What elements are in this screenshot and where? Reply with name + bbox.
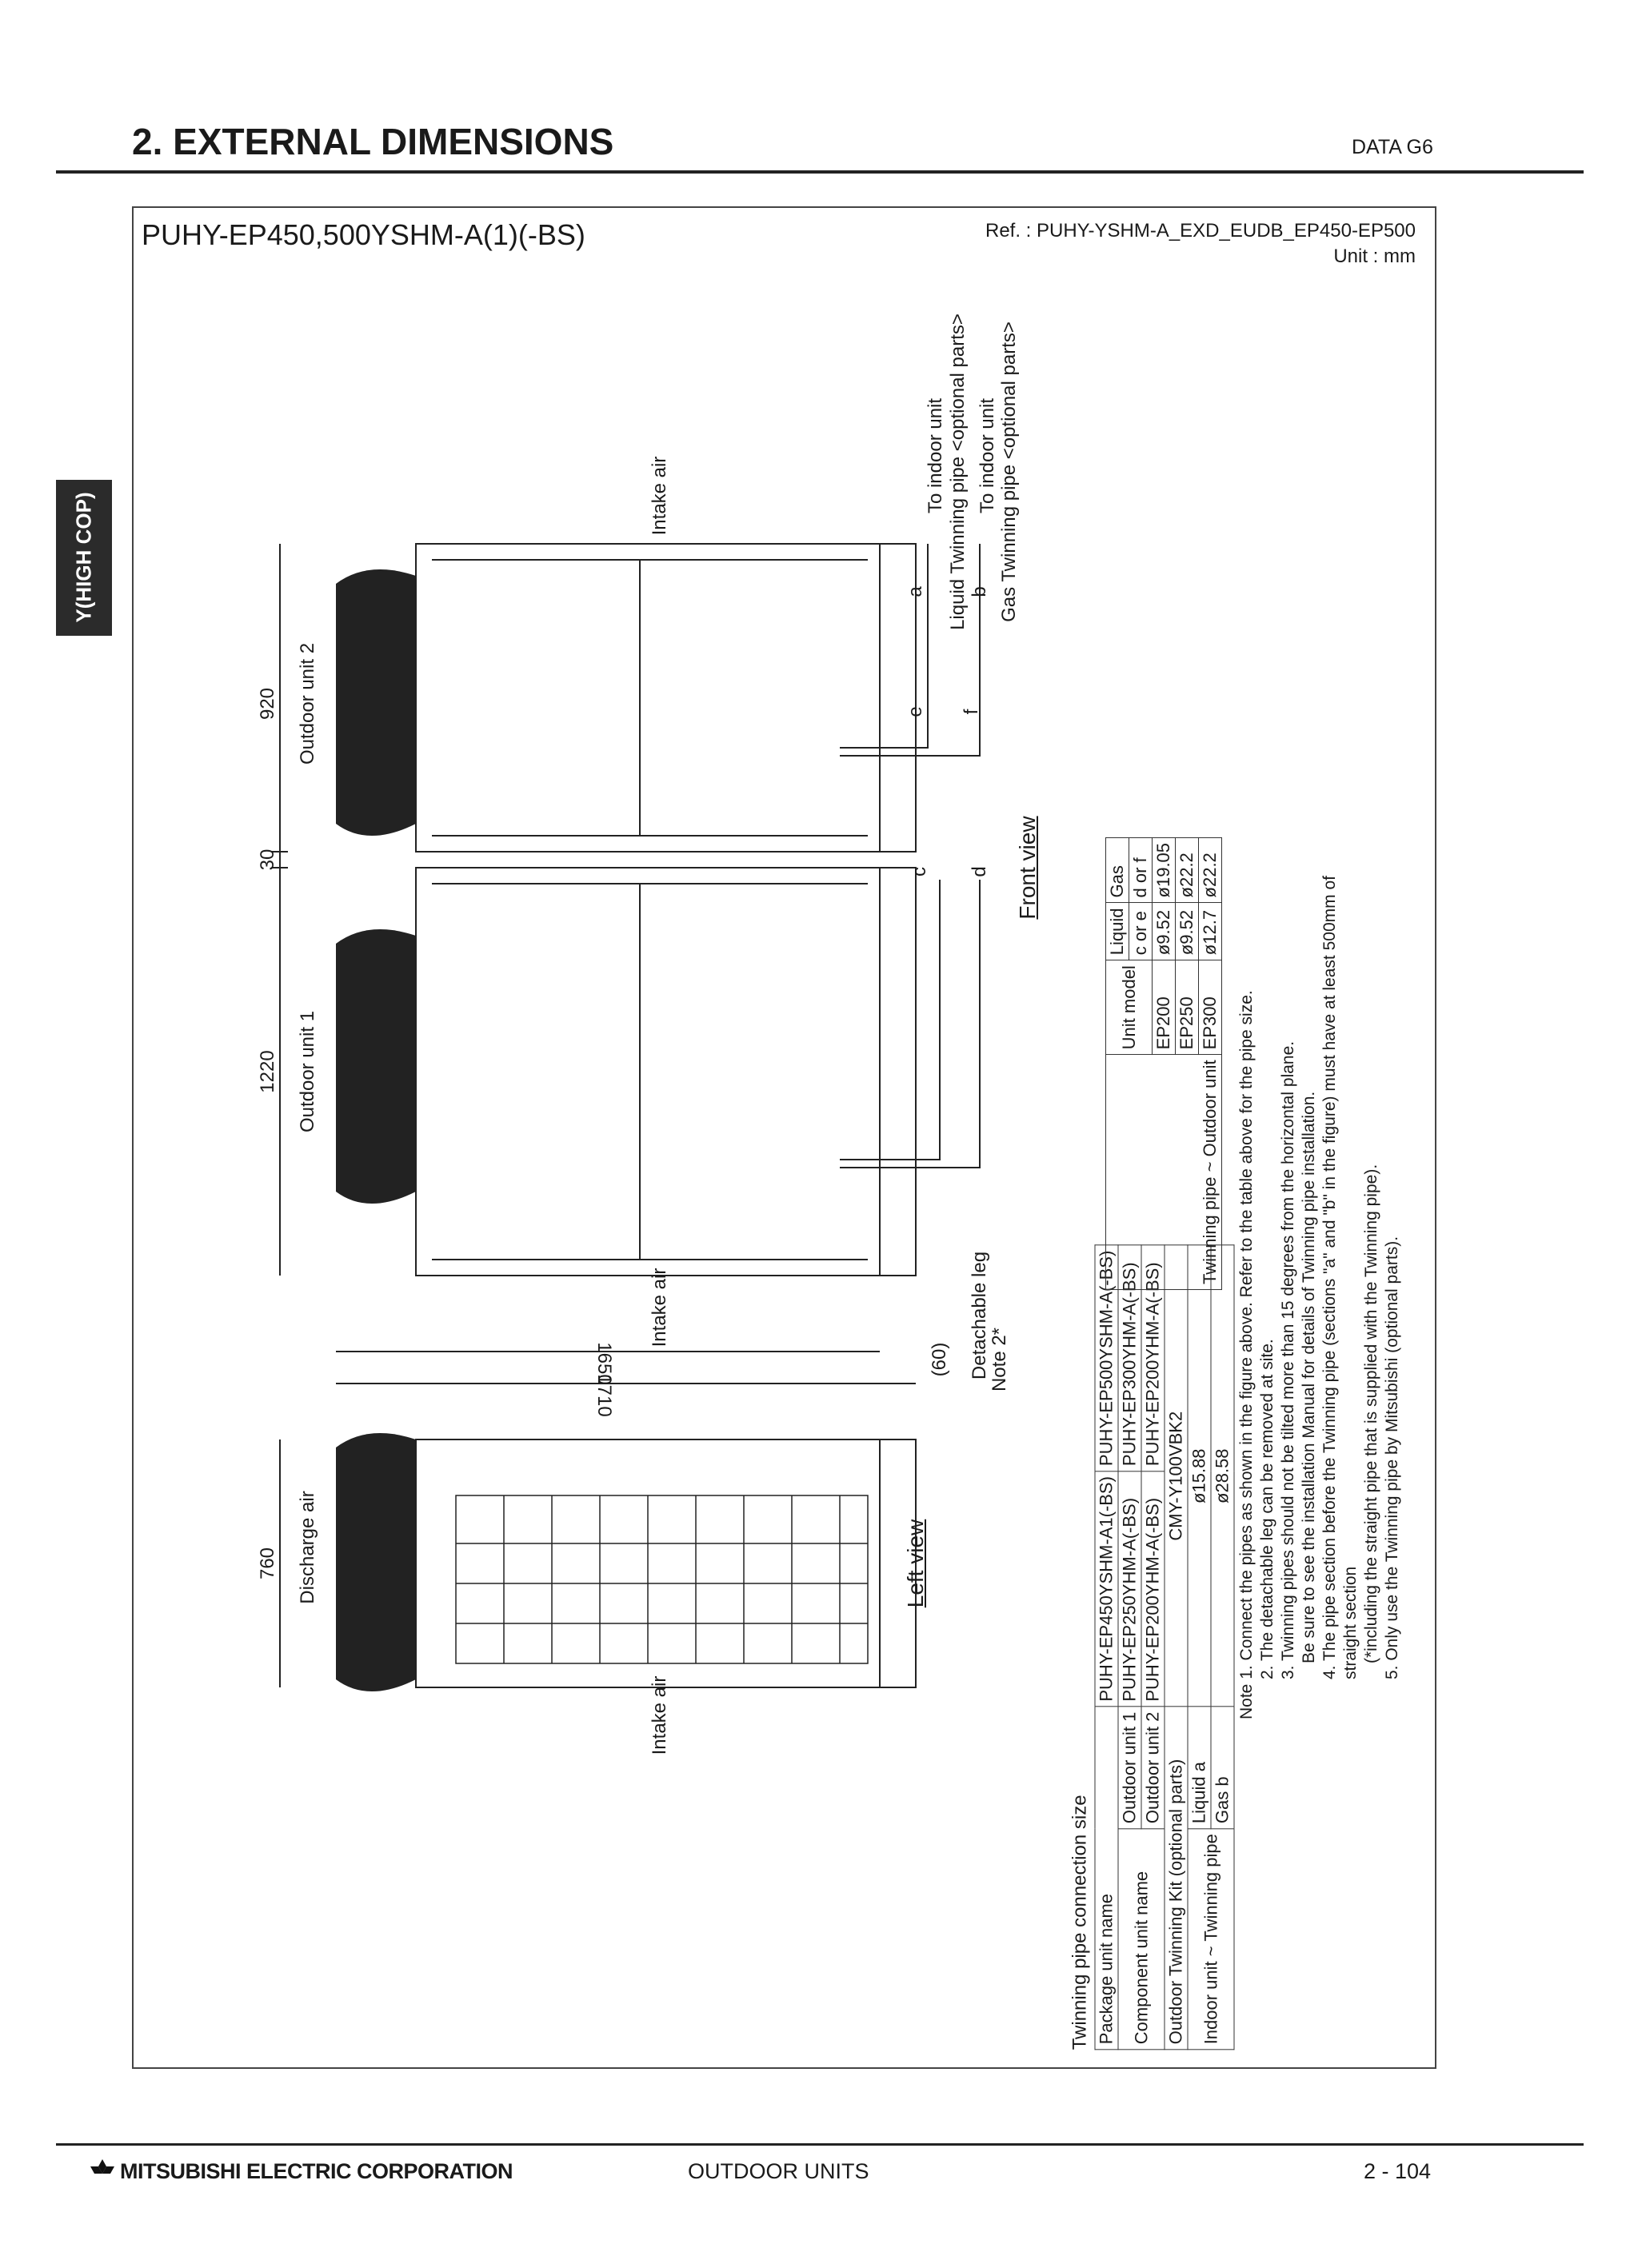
dim-1220: 1220 — [257, 1050, 278, 1093]
notes-block — [1236, 840, 1403, 1719]
outdoor-pipe-table — [1105, 837, 1222, 1290]
model-title: PUHY-EP450,500YSHM-A(1)(-BS) — [142, 218, 585, 251]
label-left-view: Left view — [903, 1519, 928, 1608]
table-cell: ø22.2 — [1176, 837, 1199, 903]
label-note-2: Note 2* — [989, 1327, 1010, 1392]
dim-1650: 1650 — [593, 1342, 615, 1385]
table-cell: EP250 — [1176, 960, 1199, 1055]
pipe-label-c: c — [909, 867, 930, 876]
label-outdoor-unit-2: Outdoor unit 2 — [297, 642, 318, 765]
note-line: (*including the straight pipe that is supplied with the Twinning pipe). — [1362, 1164, 1380, 1663]
table-cell: PUHY-EP200YHM-A(-BS) — [1141, 1245, 1165, 1471]
page-code: DATA G6 — [1352, 136, 1433, 158]
outdoor-unit-1-body — [416, 868, 880, 1276]
pipe-label-b: b — [969, 586, 990, 597]
gas-twinning-pipe-label: Gas Twinning pipe <optional parts> — [998, 321, 1020, 622]
label-outdoor-unit-1: Outdoor unit 1 — [297, 1010, 318, 1133]
pipe-label-e: e — [905, 706, 926, 717]
table-cell: ø28.58 — [1211, 1245, 1234, 1707]
label-discharge-air: Discharge air — [297, 1491, 318, 1604]
twinning-table-caption: Twinning pipe connection size — [1069, 1795, 1091, 2050]
fan-guard-left-view — [336, 1433, 416, 1691]
footer-rule — [56, 2143, 1584, 2146]
gas-label: Gas — [1212, 1791, 1232, 1824]
unit-label: Unit : mm — [1333, 246, 1416, 267]
label-front-view: Front view — [1015, 816, 1040, 920]
table-cell: Component unit name — [1118, 1829, 1165, 2050]
table-cell: PUHY-EP300YHM-A(-BS) — [1118, 1245, 1141, 1471]
to-indoor-unit-gas: To indoor unit — [977, 397, 998, 514]
note-line: 4. The pipe section before the Twinning pipe (sections "a" and "b" in the figure) must have at least 500mm of straight section — [1320, 876, 1360, 1679]
table-row — [1165, 1245, 1188, 2050]
liquid-label: Liquid — [1189, 1776, 1209, 1824]
table-cell: PUHY-EP250YHM-A(-BS) — [1118, 1471, 1141, 1707]
note-line: Note 1. Connect the pipes as shown in the figure above. Refer to the table above for the pipe size. — [1237, 990, 1256, 1719]
pipe-label-d: d — [969, 866, 990, 877]
table-cell: ø19.05 — [1153, 837, 1176, 903]
table-cell: Outdoor Twinning Kit (optional parts) — [1165, 1707, 1188, 2050]
mitsubishi-logo-icon — [88, 2158, 117, 2183]
table-cell: Gas — [1106, 837, 1129, 903]
reference-code: Ref. : PUHY-YSHM-A_EXD_EUDB_EP450-EP500 — [985, 220, 1416, 242]
table-cell — [1211, 1707, 1234, 1828]
table-cell — [1188, 1707, 1211, 1828]
note-line: Be sure to see the installation Manual for details of Twinning pipe installation. — [1300, 1091, 1318, 1663]
table-cell: ø9.52 — [1176, 903, 1199, 960]
note-line: 5. Only use the Twinning pipe by Mitsubishi (optional parts). — [1383, 1236, 1401, 1679]
page-number: 2 - 104 — [1364, 2159, 1432, 2183]
table-cell: EP200 — [1153, 960, 1176, 1055]
table-cell: PUHY-EP450YSHM-A1(-BS) — [1095, 1471, 1118, 1707]
table-cell: Outdoor unit 2 — [1141, 1707, 1165, 1828]
outdoor-unit-2-body — [416, 544, 880, 852]
table-cell: ø22.2 — [1199, 837, 1222, 903]
pipe-section-a: a — [1189, 1762, 1209, 1772]
table-cell: Twinning pipe ~ Outdoor unit — [1106, 1055, 1222, 1290]
table-cell: Liquid — [1106, 903, 1129, 960]
pipe-label-a: a — [905, 586, 926, 597]
table-row — [1106, 837, 1129, 1289]
footer-section: OUTDOOR UNITS — [688, 2159, 869, 2183]
table-row — [1095, 1245, 1118, 2050]
table-cell: PUHY-EP500YSHM-A(-BS) — [1095, 1245, 1118, 1471]
note-line: 2. The detachable leg can be removed at site. — [1258, 1339, 1276, 1679]
to-indoor-unit-liquid: To indoor unit — [925, 397, 946, 514]
table-cell: Package unit name — [1095, 1707, 1118, 2050]
dim-920: 920 — [257, 687, 278, 721]
dim-30: 30 — [257, 849, 278, 871]
outdoor-table — [1105, 837, 1222, 1290]
pipe-label-f: f — [961, 709, 982, 715]
dim-1710: 1710 — [593, 1374, 615, 1417]
label-intake-air-middle: Intake air — [649, 1268, 670, 1348]
twinning-table — [1095, 1245, 1235, 2050]
fan-guard-unit-1 — [336, 929, 416, 1204]
fan-guard-unit-2 — [336, 569, 416, 836]
label-intake-air-top: Intake air — [649, 456, 670, 536]
table-cell: Outdoor unit 1 — [1118, 1707, 1141, 1828]
side-tab-label: Y(HIGH COP) — [71, 492, 96, 623]
table-cell: ø12.7 — [1199, 903, 1222, 960]
liquid-twinning-pipe-label: Liquid Twinning pipe <optional parts> — [947, 313, 969, 630]
table-row — [1118, 1245, 1141, 2050]
twinning-pipe-table — [1069, 1245, 1235, 2050]
table-cell: CMY-Y100VBK2 — [1165, 1245, 1188, 1707]
label-detachable-leg: Detachable leg — [969, 1251, 990, 1380]
table-cell: d or f — [1129, 837, 1153, 903]
footer-brand: MITSUBISHI ELECTRIC CORPORATION — [120, 2159, 513, 2183]
left-view-grille — [456, 1495, 868, 1663]
table-cell: PUHY-EP200YHM-A(-BS) — [1141, 1471, 1165, 1707]
dim-60: (60) — [929, 1342, 950, 1377]
label-intake-air-bottom: Intake air — [649, 1675, 670, 1755]
table-row — [1188, 1245, 1211, 2050]
table-cell: Unit model — [1106, 960, 1153, 1055]
pipe-section-b: b — [1212, 1776, 1232, 1787]
table-cell: EP300 — [1199, 960, 1222, 1055]
page-title: 2. EXTERNAL DIMENSIONS — [132, 121, 614, 162]
table-cell: ø15.88 — [1188, 1245, 1211, 1707]
table-cell: c or e — [1129, 903, 1153, 960]
table-cell: Indoor unit ~ Twinning pipe — [1188, 1829, 1234, 2050]
table-cell: ø9.52 — [1153, 903, 1176, 960]
dim-760: 760 — [257, 1547, 278, 1580]
note-line: 3. Twinning pipes should not be tilted more than 15 degrees from the horizontal plane. — [1279, 1040, 1297, 1679]
